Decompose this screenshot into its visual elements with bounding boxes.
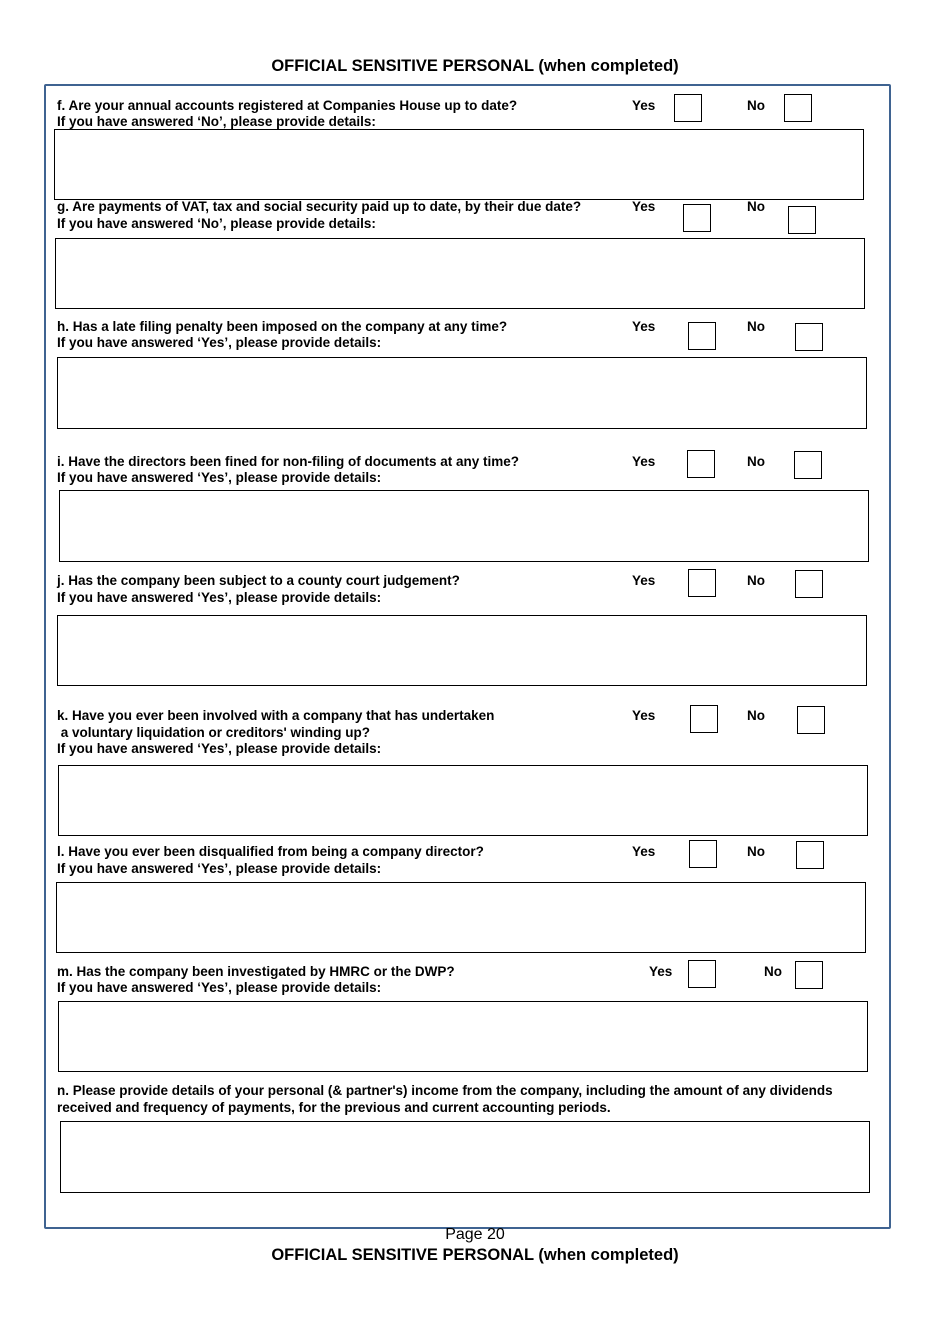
question-n-details-input[interactable] — [60, 1121, 870, 1193]
question-l-no-checkbox[interactable] — [796, 841, 824, 869]
question-n-text: n. Please provide details of your personal (& partner's) income from the company, including the amount of any dividends received and frequency of payments, for the previous and current accounting periods. — [57, 1083, 833, 1115]
question-k-no-checkbox[interactable] — [797, 706, 825, 734]
question-h-no-checkbox[interactable] — [795, 323, 823, 351]
question-g-yes-checkbox[interactable] — [683, 204, 711, 232]
question-i-no-label: No — [747, 454, 765, 469]
question-g-details-input[interactable] — [55, 238, 865, 309]
question-i-details-input[interactable] — [59, 490, 869, 562]
question-i-no-checkbox[interactable] — [794, 451, 822, 479]
question-f-prompt: If you have answered ‘No’, please provide details: — [57, 114, 376, 129]
question-k-no-label: No — [747, 708, 765, 723]
page-number: Page 20 — [445, 1226, 505, 1243]
question-f-yes-checkbox[interactable] — [674, 94, 702, 122]
classification-footer: OFFICIAL SENSITIVE PERSONAL (when completed) — [271, 1246, 679, 1264]
classification-header: OFFICIAL SENSITIVE PERSONAL (when completed) — [271, 57, 679, 75]
question-j-no-label: No — [747, 573, 765, 588]
question-g-yes-label: Yes — [632, 199, 656, 214]
question-m-text: m. Has the company been investigated by HMRC or the DWP? — [57, 964, 455, 979]
question-f-details-input[interactable] — [54, 129, 864, 200]
question-k-yes-checkbox[interactable] — [690, 705, 718, 733]
question-j-prompt: If you have answered ‘Yes’, please provide details: — [57, 590, 382, 605]
question-m-details-input[interactable] — [58, 1001, 868, 1072]
question-l-yes-checkbox[interactable] — [689, 840, 717, 868]
question-j-details-input[interactable] — [57, 615, 867, 686]
question-m-yes-checkbox[interactable] — [688, 960, 716, 988]
question-k-details-input[interactable] — [58, 765, 868, 836]
question-j-yes-checkbox[interactable] — [688, 569, 716, 597]
question-j-text: j. Has the company been subject to a county court judgement? — [57, 573, 460, 588]
question-i-text: i. Have the directors been fined for non-filing of documents at any time? — [57, 454, 520, 469]
question-i-yes-label: Yes — [632, 454, 656, 469]
question-m-no-label: No — [764, 964, 782, 979]
question-m-no-checkbox[interactable] — [795, 961, 823, 989]
question-h-yes-checkbox[interactable] — [688, 322, 716, 350]
question-k-yes-label: Yes — [632, 708, 656, 723]
question-l-no-label: No — [747, 844, 765, 859]
question-i-prompt: If you have answered ‘Yes’, please provide details: — [57, 470, 382, 485]
question-f-no-checkbox[interactable] — [784, 94, 812, 122]
question-l-prompt: If you have answered ‘Yes’, please provide details: — [57, 861, 382, 876]
question-l-text: l. Have you ever been disqualified from being a company director? — [57, 844, 484, 859]
question-h-prompt: If you have answered ‘Yes’, please provide details: — [57, 335, 382, 350]
question-f-no-label: No — [747, 98, 765, 113]
question-l-yes-label: Yes — [632, 844, 656, 859]
question-g-text: g. Are payments of VAT, tax and social security paid up to date, by their due date? — [57, 199, 582, 214]
question-h-yes-label: Yes — [632, 319, 656, 334]
question-j-yes-label: Yes — [632, 573, 656, 588]
question-f-yes-label: Yes — [632, 98, 656, 113]
question-j-no-checkbox[interactable] — [795, 570, 823, 598]
question-g-prompt: If you have answered ‘No’, please provide details: — [57, 216, 376, 231]
question-k-prompt: If you have answered ‘Yes’, please provide details: — [57, 741, 382, 756]
question-g-no-checkbox[interactable] — [788, 206, 816, 234]
question-m-yes-label: Yes — [649, 964, 673, 979]
question-l-details-input[interactable] — [56, 882, 866, 953]
question-k-text: k. Have you ever been involved with a company that has undertaken a voluntary liquidation or creditors' winding up? — [57, 708, 495, 740]
question-g-no-label: No — [747, 199, 765, 214]
question-h-details-input[interactable] — [57, 357, 867, 429]
question-f-text: f. Are your annual accounts registered at Companies House up to date? — [57, 98, 518, 113]
question-h-text: h. Has a late filing penalty been imposed on the company at any time? — [57, 319, 508, 334]
question-m-prompt: If you have answered ‘Yes’, please provide details: — [57, 980, 382, 995]
question-h-no-label: No — [747, 319, 765, 334]
question-i-yes-checkbox[interactable] — [687, 450, 715, 478]
